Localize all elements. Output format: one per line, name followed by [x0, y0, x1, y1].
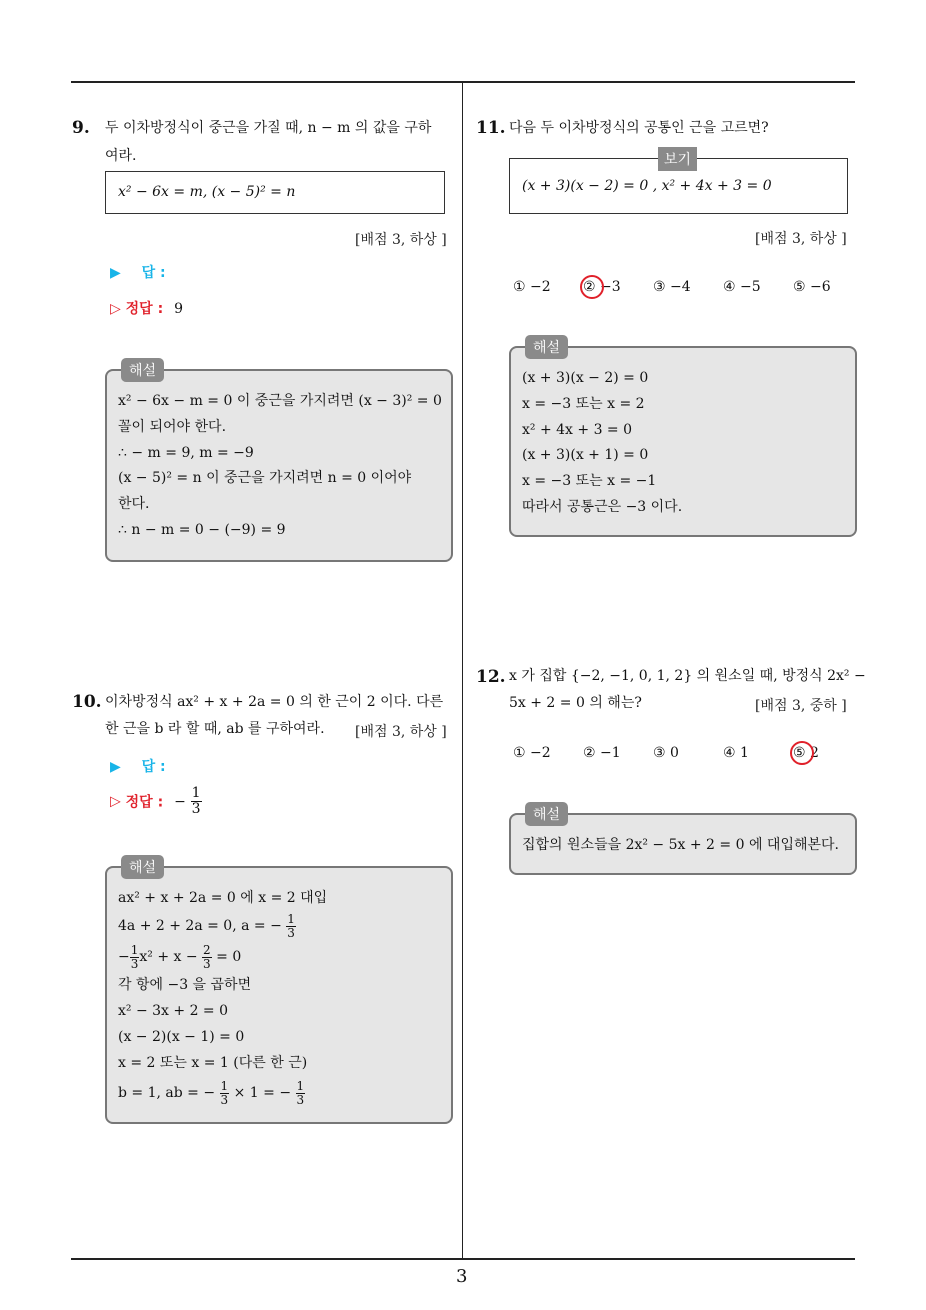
- bogi-tag: 보기: [658, 147, 697, 171]
- top-rule: [71, 81, 855, 83]
- page-number: 3: [456, 1266, 468, 1287]
- solution-line: (x + 3)(x − 2) = 0: [522, 370, 649, 386]
- choice-2[interactable]: ② −1: [583, 745, 621, 761]
- question-number: 12.: [476, 667, 506, 687]
- hollow-arrow-icon: ▷: [110, 301, 121, 317]
- choice-3[interactable]: ③ 0: [653, 745, 679, 761]
- solution-line: x² − 6x − m = 0 이 중근을 가지려면 (x − 3)² = 0: [118, 393, 442, 409]
- solution-line: 각 항에 −3 을 곱하면: [118, 977, 252, 993]
- solution-line: (x − 5)² = n 이 중근을 가지려면 n = 0 이어야: [118, 470, 412, 487]
- score-info: [배점 3, 중하 ]: [755, 698, 847, 714]
- choice-2[interactable]: ② −3: [583, 279, 621, 295]
- answer-row: [110, 262, 166, 282]
- given-equation-box: [105, 171, 445, 214]
- correct-value-sign: −: [174, 793, 186, 810]
- given-equation: x² − 6x = m, (x − 5)² = n: [118, 184, 296, 200]
- solution-tag: 해설: [121, 855, 164, 879]
- solution-line: (x + 3)(x + 1) = 0: [522, 447, 649, 464]
- solution-line: x = −3 또는 x = 2: [522, 395, 645, 412]
- solution-line: 집합의 원소들을 2x² − 5x + 2 = 0 에 대입해본다.: [522, 837, 839, 853]
- question-number: 9.: [72, 118, 90, 138]
- solution-line: [118, 941, 448, 973]
- solution-text: 4a + 2 + 2a = 0, a = −: [118, 918, 282, 934]
- solution-tag: 해설: [525, 802, 568, 826]
- question-text-line: 여라.: [105, 148, 137, 164]
- solution-box: [509, 340, 857, 537]
- question-text-line: 다음 두 이차방정식의 공통인 근을 고르면?: [509, 120, 769, 136]
- solution-text: b = 1, ab = −: [118, 1085, 216, 1101]
- solution-line: x = −3 또는 x = −1: [522, 473, 657, 490]
- bottom-rule: [71, 1258, 855, 1260]
- solution-tag: 해설: [121, 358, 164, 382]
- bogi-equations: (x + 3)(x − 2) = 0 , x² + 4x + 3 = 0: [522, 178, 772, 194]
- choice-5[interactable]: ⑤ −6: [793, 279, 831, 295]
- answer-label: 답 :: [141, 265, 166, 281]
- solution-box: [105, 860, 453, 1124]
- answer-label: 답 :: [141, 759, 166, 775]
- correct-value: 9: [174, 301, 183, 317]
- question-number: 11.: [476, 118, 506, 138]
- question-number: 10.: [72, 692, 102, 712]
- choice-5[interactable]: ⑤ 2: [793, 745, 819, 761]
- solution-text: −: [118, 949, 130, 965]
- answer-row: [110, 756, 166, 776]
- solution-line: x = 2 또는 x = 1 (다른 한 근): [118, 1055, 308, 1071]
- question-text-line: 5x + 2 = 0 의 해는?: [509, 695, 642, 711]
- solution-line: ax² + x + 2a = 0 에 x = 2 대입: [118, 890, 328, 906]
- solution-text: x² + x −: [139, 949, 198, 965]
- fraction: $\frac{2}{3}$: [203, 942, 211, 971]
- solution-tag: 해설: [525, 335, 568, 359]
- choice-4[interactable]: ④ 1: [723, 745, 749, 761]
- play-arrow-icon: ▶: [110, 759, 121, 775]
- solution-box: [105, 363, 453, 562]
- fraction: $\frac{1}{3}$: [130, 942, 139, 971]
- answer-mark-circle: [790, 741, 814, 765]
- score-info: [배점 3, 하상 ]: [355, 232, 447, 248]
- solution-line: ∴ − m = 9, m = −9: [118, 444, 254, 461]
- bogi-box: [509, 152, 848, 214]
- correct-label: 정답 :: [125, 301, 164, 317]
- solution-line: (x − 2)(x − 1) = 0: [118, 1029, 245, 1045]
- solution-text: = 0: [216, 949, 242, 965]
- question-text-line: 한 근을 b 라 할 때, ab 를 구하여라.: [105, 721, 325, 737]
- fraction: $\frac{1}{3}$: [287, 911, 295, 940]
- solution-box: [509, 807, 857, 875]
- question-text-line: 두 이차방정식이 중근을 가질 때, n − m 의 값을 구하: [105, 120, 432, 136]
- correct-label: 정답 :: [125, 794, 164, 811]
- solution-line: 꼴이 되어야 한다.: [118, 418, 227, 435]
- answer-mark-circle: [580, 275, 604, 299]
- fraction: $\frac{1}{3}$: [296, 1078, 305, 1107]
- solution-line: ∴ n − m = 0 − (−9) = 9: [118, 521, 286, 538]
- choice-1[interactable]: ① −2: [513, 279, 551, 295]
- solution-line: [118, 911, 448, 941]
- score-info: [배점 3, 하상 ]: [355, 724, 447, 740]
- choice-1[interactable]: ① −2: [513, 745, 551, 761]
- correct-value-fraction: [191, 786, 202, 817]
- fraction-denominator: 3: [191, 801, 201, 817]
- fraction-numerator: 1: [191, 785, 201, 801]
- fraction: $\frac{1}{3}$: [220, 1078, 229, 1107]
- solution-line: 따라서 공통근은 −3 이다.: [522, 498, 683, 515]
- play-arrow-icon: ▶: [110, 265, 121, 281]
- correct-answer-row: [110, 786, 202, 817]
- correct-answer-row: [110, 298, 183, 318]
- question-text-line: 이차방정식 ax² + x + 2a = 0 의 한 근이 2 이다. 다른: [105, 694, 444, 710]
- choice-4[interactable]: ④ −5: [723, 279, 761, 295]
- question-text-line: x 가 집합 {−2, −1, 0, 1, 2} 의 원소일 때, 방정식 2x² −: [509, 668, 866, 684]
- choice-3[interactable]: ③ −4: [653, 279, 691, 295]
- solution-line: x² + 4x + 3 = 0: [522, 421, 633, 438]
- column-divider: [462, 82, 463, 1259]
- solution-text: × 1 = −: [233, 1085, 292, 1101]
- solution-line: x² − 3x + 2 = 0: [118, 1003, 229, 1019]
- score-info: [배점 3, 하상 ]: [755, 231, 847, 247]
- hollow-arrow-icon: ▷: [110, 793, 121, 810]
- solution-line: [118, 1077, 448, 1109]
- solution-line: 한다.: [118, 496, 150, 513]
